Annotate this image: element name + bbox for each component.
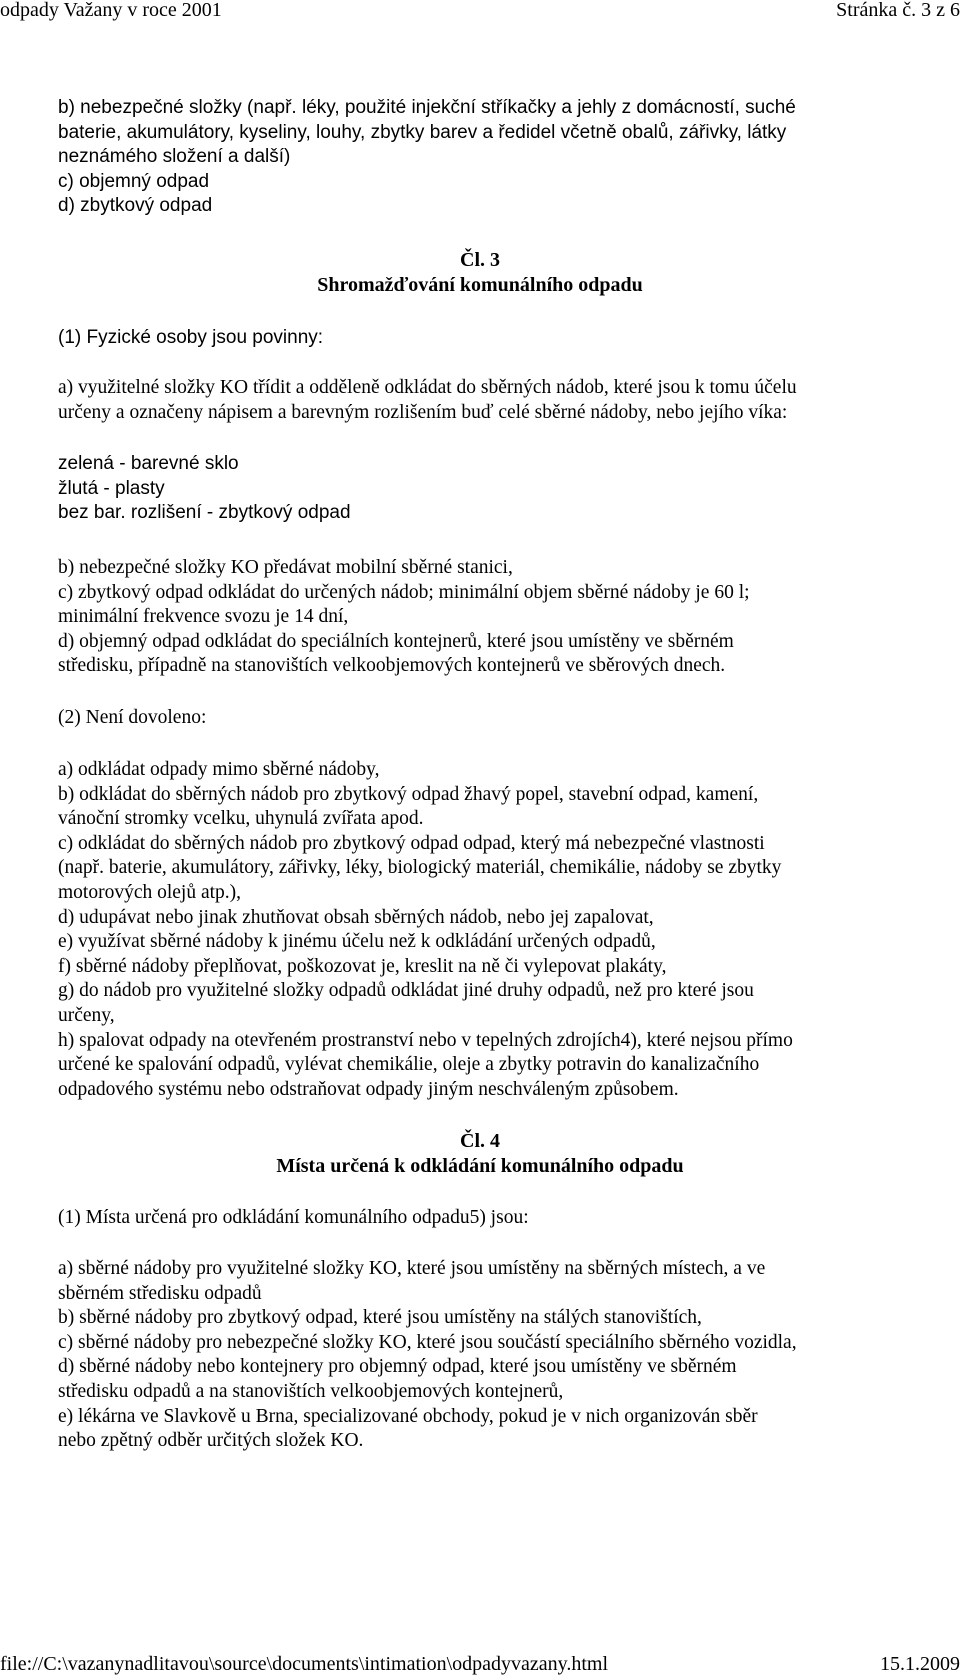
paragraph-line: b) nebezpečné složky KO předávat mobilní sběrné stanici, — [58, 557, 513, 578]
paragraph-line: b) sběrné nádoby pro zbytkový odpad, které jsou umístěny na stálých stanovištích, — [58, 1307, 702, 1329]
list-line: c) objemný odpad — [58, 170, 210, 192]
paragraph-line: f) sběrné nádoby přeplňovat, poškozovat je, kreslit na ně či vylepovat plakáty, — [58, 955, 667, 977]
paragraph-line: nebo zpětný odběr určitých složek KO. — [58, 1430, 364, 1452]
list-line: b) nebezpečné složky (např. léky, použité injekční stříkačky a jehly z domácností, suché — [58, 97, 796, 118]
disposal-places-list — [58, 1257, 948, 1454]
paragraph-line: a) sběrné nádoby pro využitelné složky KO, které jsou umístěny na sběrných místech, a ve — [58, 1258, 766, 1279]
page-number: Stránka č. 3 z 6 — [836, 0, 960, 21]
paragraph-line: d) objemný odpad odkládat do speciálních kontejnerů, které jsou umístěny ve sběrném — [58, 630, 734, 652]
article-3-items-bcd — [58, 556, 948, 679]
paragraph-line: sběrném středisku odpadů — [58, 1282, 262, 1304]
article-3-paragraph-1: (1) Fyzické osoby jsou povinny: — [58, 327, 324, 348]
paragraph-line: středisku, případně na stanovištích velkoobjemových kontejnerů ve sběrových dnech. — [58, 655, 726, 677]
paragraph-line: minimální frekvence svozu je 14 dní, — [58, 606, 349, 628]
paragraph-line: b) odkládat do sběrných nádob pro zbytkový odpad žhavý popel, stavební odpad, kamení, — [58, 783, 759, 805]
paragraph-line: vánoční stromky vcelku, uhynulá zvířata apod. — [58, 808, 424, 830]
article-3-paragraph-2: (2) Není dovoleno: — [58, 707, 207, 728]
file-path: file://C:\vazanynadlitavou\source\documents\intimation\odpadyvazany.html — [0, 1653, 608, 1675]
article-3-title: Shromažďování komunálního odpadu — [317, 274, 643, 296]
article-4-number: Čl. 4 — [460, 1130, 500, 1152]
paragraph-line: určeny a označeny nápisem a barevným rozlišením buď celé sběrné nádoby, nebo jejího víka: — [58, 401, 788, 423]
paragraph-line: (např. baterie, akumulátory, zářivky, léky, biologický materiál, chemikálie, nádoby se zbytky — [58, 857, 782, 879]
article-4-title: Místa určená k odkládání komunálního odpadu — [276, 1155, 684, 1177]
paragraph-line: určené ke spalování odpadů, vylévat chemikálie, oleje a zbytky potravin do kanalizačního — [58, 1054, 760, 1076]
paragraph-line: c) sběrné nádoby pro nebezpečné složky KO, které jsou součástí speciálního sběrného vozidla, — [58, 1331, 797, 1353]
paragraph-line: c) odkládat do sběrných nádob pro zbytkový odpad odpad, který má nebezpečné vlastnosti — [58, 832, 765, 854]
article-4-paragraph-1: (1) Místa určená pro odkládání komunálního odpadu5) jsou: — [58, 1207, 529, 1228]
list-line: baterie, akumulátory, kyseliny, louhy, zbytky barev a ředidel včetně obalů, zářivky, látky — [58, 121, 787, 143]
paragraph-line: e) využívat sběrné nádoby k jinému účelu než k odkládání určených odpadů, — [58, 931, 656, 953]
paragraph-line: a) využitelné složky KO třídit a odděleně odkládat do sběrných nádob, které jsou k tomu účelu — [58, 377, 797, 398]
paragraph-line: motorových olejů atp.), — [58, 881, 242, 903]
print-date: 15.1.2009 — [880, 1653, 960, 1675]
forbidden-list — [58, 758, 948, 1102]
paragraph-line: určeny, — [58, 1004, 115, 1026]
paragraph-line: odpadového systému nebo odstraňovat odpady jiným neschváleným způsobem. — [58, 1078, 679, 1100]
color-legend — [58, 452, 351, 526]
paragraph-line: h) spalovat odpady na otevřeném prostranství nebo v tepelných zdrojích4), které nejsou přímo — [58, 1029, 793, 1051]
page-header-title: odpady Važany v roce 2001 — [0, 0, 222, 21]
color-yellow: žlutá - plasty — [58, 477, 165, 499]
paragraph-line: c) zbytkový odpad odkládat do určených nádob; minimální objem sběrné nádoby je 60 l; — [58, 581, 750, 603]
paragraph-line: e) lékárna ve Slavkově u Brna, specializované obchody, pokud je v nich organizován sběr — [58, 1405, 758, 1427]
paragraph-line: středisku odpadů a na stanovištích velkoobjemových kontejnerů, — [58, 1380, 564, 1402]
paragraph-line: d) udupávat nebo jinak zhutňovat obsah sběrných nádob, nebo jej zapalovat, — [58, 906, 654, 928]
list-line: neznámého složení a další) — [58, 146, 291, 167]
list-line: d) zbytkový odpad — [58, 195, 213, 216]
article-3-number: Čl. 3 — [460, 249, 500, 271]
paragraph-line: g) do nádob pro využitelné složky odpadů odkládat jiné druhy odpadů, než pro které jsou — [58, 980, 754, 1002]
color-none: bez bar. rozlišení - zbytkový odpad — [58, 502, 351, 523]
color-green: zelená - barevné sklo — [58, 453, 239, 474]
waste-list-continued — [58, 96, 796, 219]
article-3-item-a — [58, 376, 948, 425]
paragraph-line: a) odkládat odpady mimo sběrné nádoby, — [58, 759, 380, 780]
paragraph-line: d) sběrné nádoby nebo kontejnery pro objemný odpad, které jsou umístěny ve sběrném — [58, 1356, 737, 1378]
